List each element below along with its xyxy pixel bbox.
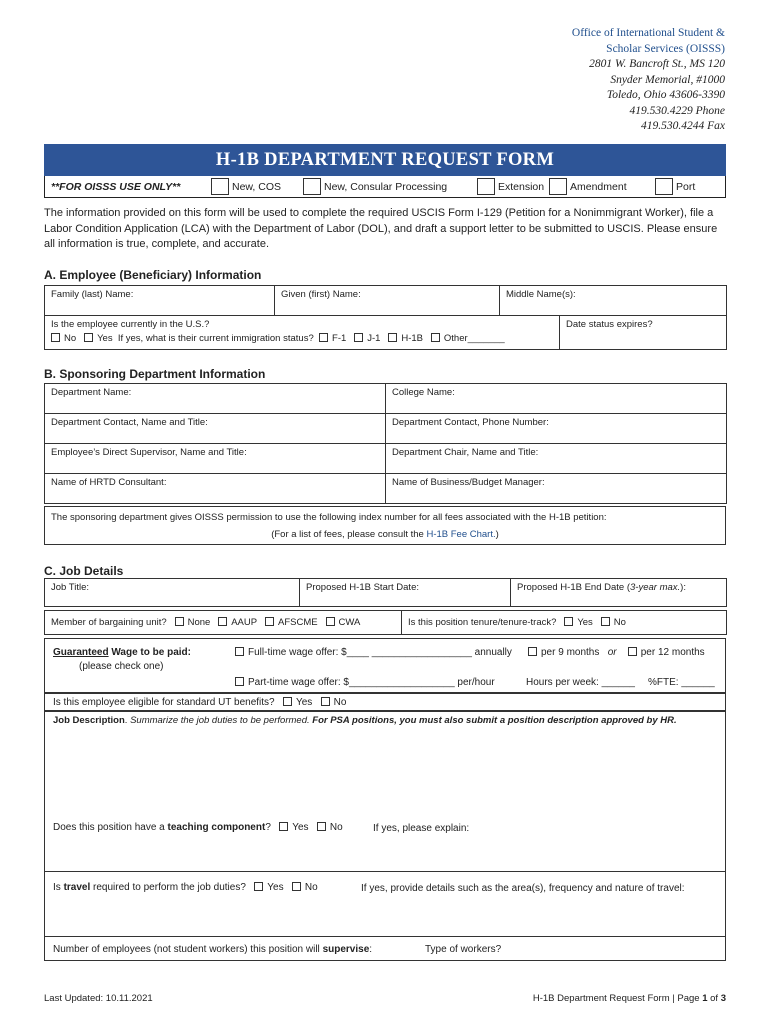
checkbox[interactable] [477,178,495,195]
divider [45,871,725,872]
phone: 419.530.4229 Phone [629,104,725,117]
checkbox[interactable] [211,178,229,195]
form-title: H-1B DEPARTMENT REQUEST FORM [44,144,726,176]
section-b-title: B. Sponsoring Department Information [44,367,266,381]
middle-name-field[interactable]: Middle Name(s): [500,286,727,316]
in-us-no-checkbox[interactable] [51,333,60,342]
index-number-table [44,506,726,545]
divider [45,936,725,937]
check-one-note: (please check one) [79,661,164,672]
travel-row: Is travel required to perform the job duties? Yes No [53,882,318,893]
family-name-field[interactable]: Family (last) Name: [45,286,275,316]
bargaining-aaup-checkbox[interactable] [218,617,227,626]
office-name-line2: Scholar Services (OISSS) [606,42,725,55]
status-question: If yes, what is their current immigration status? [117,333,314,344]
worker-type-field[interactable]: Type of workers? [425,944,502,955]
tenure-no-checkbox[interactable] [601,617,610,626]
teaching-row: Does this position have a teaching component? Yes No [53,822,343,833]
travel-no-checkbox[interactable] [292,882,301,891]
fulltime-wage-field[interactable]: Full-time wage offer: $____ __________________ annually [248,647,512,658]
department-info-table [44,383,727,504]
bargaining-afscme-checkbox[interactable] [265,617,274,626]
benefits-no-checkbox[interactable] [321,697,330,706]
dept-chair-field[interactable]: Department Chair, Name and Title: [386,444,727,474]
tenure-yes-checkbox[interactable] [564,617,573,626]
start-date-field[interactable]: Proposed H-1B Start Date: [300,579,511,607]
dept-contact-name-field[interactable]: Department Contact, Name and Title: [45,414,386,444]
parttime-wage-row [235,677,495,688]
checkbox[interactable] [655,178,673,195]
bargaining-unit-cell: Member of bargaining unit? None AAUP AFSCME CWA [45,611,402,635]
wage-section [44,638,726,693]
bargaining-table [44,610,727,635]
travel-details-field[interactable]: If yes, provide details such as the area(s), frequency and nature of travel: [361,883,685,894]
per-12-months-checkbox[interactable] [628,647,637,656]
fulltime-wage-row [235,647,512,658]
department-name-field[interactable]: Department Name: [45,384,386,414]
hours-per-week-field[interactable]: Hours per week: ______ [526,677,635,688]
supervisor-field[interactable]: Employee’s Direct Supervisor, Name and Title: [45,444,386,474]
address-city: Toledo, Ohio 43606-3390 [606,89,725,101]
tenure-track-cell: Is this position tenure/tenure-track? Yes No [402,611,727,635]
oisss-option-consular[interactable]: New, Consular Processing [303,176,477,197]
bargaining-none-checkbox[interactable] [175,617,184,626]
job-description-label: Job Description. Summarize the job duties to be performed. For PSA positions, you must also submit a position description approved by HR. [53,715,677,726]
teaching-explain-field[interactable]: If yes, please explain: [373,823,470,834]
page-indicator: H-1B Department Request Form | Page 1 of 3 [532,993,726,1004]
per-9-months-checkbox[interactable] [528,647,537,656]
in-us-question: Is the employee currently in the U.S.? [51,319,210,330]
bargaining-cwa-checkbox[interactable] [326,617,335,626]
oisss-option-extension[interactable]: Extension [477,176,549,197]
benefits-row: Is this employee eligible for standard UT benefits? Yes No [44,693,726,711]
status-j1-checkbox[interactable] [354,333,363,342]
job-title-field[interactable]: Job Title: [45,579,300,607]
oisss-use-label: **FOR OISSS USE ONLY** [51,180,181,193]
wage-period-row: per 9 months or per 12 months [528,647,705,658]
fee-chart-link[interactable]: H-1B Fee Chart. [426,529,496,540]
oisss-use-row [44,176,726,198]
parttime-checkbox[interactable] [235,677,244,686]
dept-contact-phone-field[interactable]: Department Contact, Phone Number: [386,414,727,444]
index-number-field[interactable] [45,507,726,545]
wage-label: Guaranteed Wage to be paid: [53,647,191,658]
oisss-option-port[interactable]: Port [655,176,715,197]
job-description-block [44,711,726,961]
employee-info-table [44,285,727,316]
job-description-input[interactable] [47,730,723,820]
college-name-field[interactable]: College Name: [386,384,727,414]
budget-manager-field[interactable]: Name of Business/Budget Manager: [386,474,727,504]
fte-field[interactable]: %FTE: ______ [648,677,715,688]
last-updated: Last Updated: 10.11.2021 [44,993,153,1004]
intro-text: The information provided on this form will be used to complete the required USCIS Form I-129 (Petition for a Nonimmigrant Worker), file a Labor Condition Application (LCA) with the Department of Labor (DOL), and draft a support letter to be submitted to USCIS. Please ensure all information is true, complete, and accurate. [44,207,718,250]
checkbox[interactable] [303,178,321,195]
office-address-block [572,26,725,135]
fulltime-checkbox[interactable] [235,647,244,656]
teaching-no-checkbox[interactable] [317,822,326,831]
travel-yes-checkbox[interactable] [254,882,263,891]
teaching-yes-checkbox[interactable] [279,822,288,831]
section-a-title: A. Employee (Beneficiary) Information [44,268,262,282]
parttime-wage-field[interactable]: Part-time wage offer: $___________________ per/hour [248,677,495,688]
status-h1b-checkbox[interactable] [388,333,397,342]
given-name-field[interactable]: Given (first) Name: [275,286,500,316]
hrtd-consultant-field[interactable]: Name of HRTD Consultant: [45,474,386,504]
status-other-checkbox[interactable] [431,333,440,342]
section-c-title: C. Job Details [44,564,124,578]
checkbox[interactable] [549,178,567,195]
oisss-option-new-cos[interactable]: New, COS [211,176,303,197]
end-date-field[interactable]: Proposed H-1B End Date (3-year max.): [511,579,727,607]
supervise-count-field[interactable]: Number of employees (not student workers) this position will supervise: [53,944,373,955]
employee-status-table [44,315,727,350]
fax: 419.530.4244 Fax [640,120,725,132]
in-us-yes-checkbox[interactable] [84,333,93,342]
status-f1-checkbox[interactable] [319,333,328,342]
office-name-line1: Office of International Student & [571,27,725,39]
benefits-yes-checkbox[interactable] [283,697,292,706]
fee-chart-note: (For a list of fees, please consult the H-1B Fee Chart.) [271,529,499,540]
address-line2: Snyder Memorial, #1000 [610,73,725,86]
address-line1: 2801 W. Bancroft St., MS 120 [589,58,725,70]
immigration-status-cell: Is the employee currently in the U.S.? No Yes If yes, what is their current immigration status? F-1 J-1 H-1B Other_______ [45,316,560,350]
permission-text: The sponsoring department gives OISSS permission to use the following index number for all fees associated with the H-1B petition: [51,512,607,523]
oisss-option-amendment[interactable]: Amendment [549,176,655,197]
date-status-expires-field[interactable]: Date status expires? [560,316,727,350]
benefits-question: Is this employee eligible for standard UT benefits? [53,697,275,708]
job-dates-table [44,578,727,607]
